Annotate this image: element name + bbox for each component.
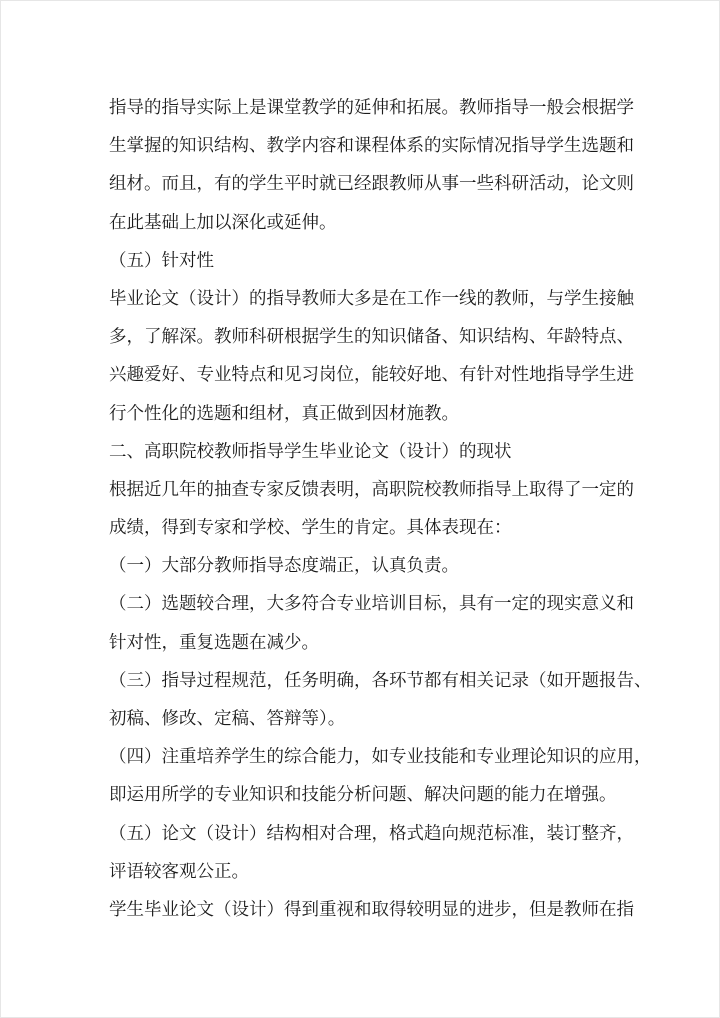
text-line: 成绩，得到专家和学校、学生的肯定。具体表现在： xyxy=(109,518,512,539)
text-line: 兴趣爱好、专业特点和见习岗位，能较好地、有针对性地指导学生进 xyxy=(109,365,634,386)
text-line: 生掌握的知识结构、教学内容和课程体系的实际情况指导学生选题和 xyxy=(109,136,634,157)
text-line: 评语较客观公正。 xyxy=(109,861,249,882)
text-line: 学生毕业论文（设计）得到重视和取得较明显的进步，但是教师在指 xyxy=(109,899,634,920)
text-line: 行个性化的选题和组材，真正做到因材施教。 xyxy=(109,403,459,424)
text-line: 针对性，重复选题在减少。 xyxy=(109,632,319,653)
text-line: 根据近几年的抽查专家反馈表明，高职院校教师指导上取得了一定的 xyxy=(109,479,634,500)
list-item: （五）论文（设计）结构相对合理，格式趋向规范标准，装订整齐， xyxy=(109,823,634,844)
section-heading: 二、高职院校教师指导学生毕业论文（设计）的现状 xyxy=(109,441,512,462)
text-line: 初稿、修改、定稿、答辩等）。 xyxy=(109,709,346,729)
list-item: （二）选题较合理，大多符合专业培训目标，具有一定的现实意义和 xyxy=(109,594,634,615)
text-line: 在此基础上加以深化或延伸。 xyxy=(109,212,337,233)
text-line: 指导的指导实际上是课堂教学的延伸和拓展。教师指导一般会根据学 xyxy=(109,98,634,118)
text-line: 即运用所学的专业知识和技能分析问题、解决问题的能力在增强。 xyxy=(109,785,617,806)
text-line: 多，了解深。教师科研根据学生的知识储备、知识结构、年龄特点、 xyxy=(109,327,634,348)
section-heading: （五）针对性 xyxy=(109,250,214,271)
list-item: （一）大部分教师指导态度端正，认真负责。 xyxy=(109,556,459,577)
text-line: 组材。而且，有的学生平时就已经跟教师从事一些科研活动，论文则 xyxy=(109,174,634,195)
body-text xyxy=(109,89,652,929)
text-line: 毕业论文（设计）的指导教师大多是在工作一线的教师，与学生接触 xyxy=(109,288,634,309)
list-item: （三）指导过程规范，任务明确，各环节都有相关记录（如开题报告、 xyxy=(109,670,652,691)
list-item: （四）注重培养学生的综合能力，如专业技能和专业理论知识的应用， xyxy=(109,747,652,768)
